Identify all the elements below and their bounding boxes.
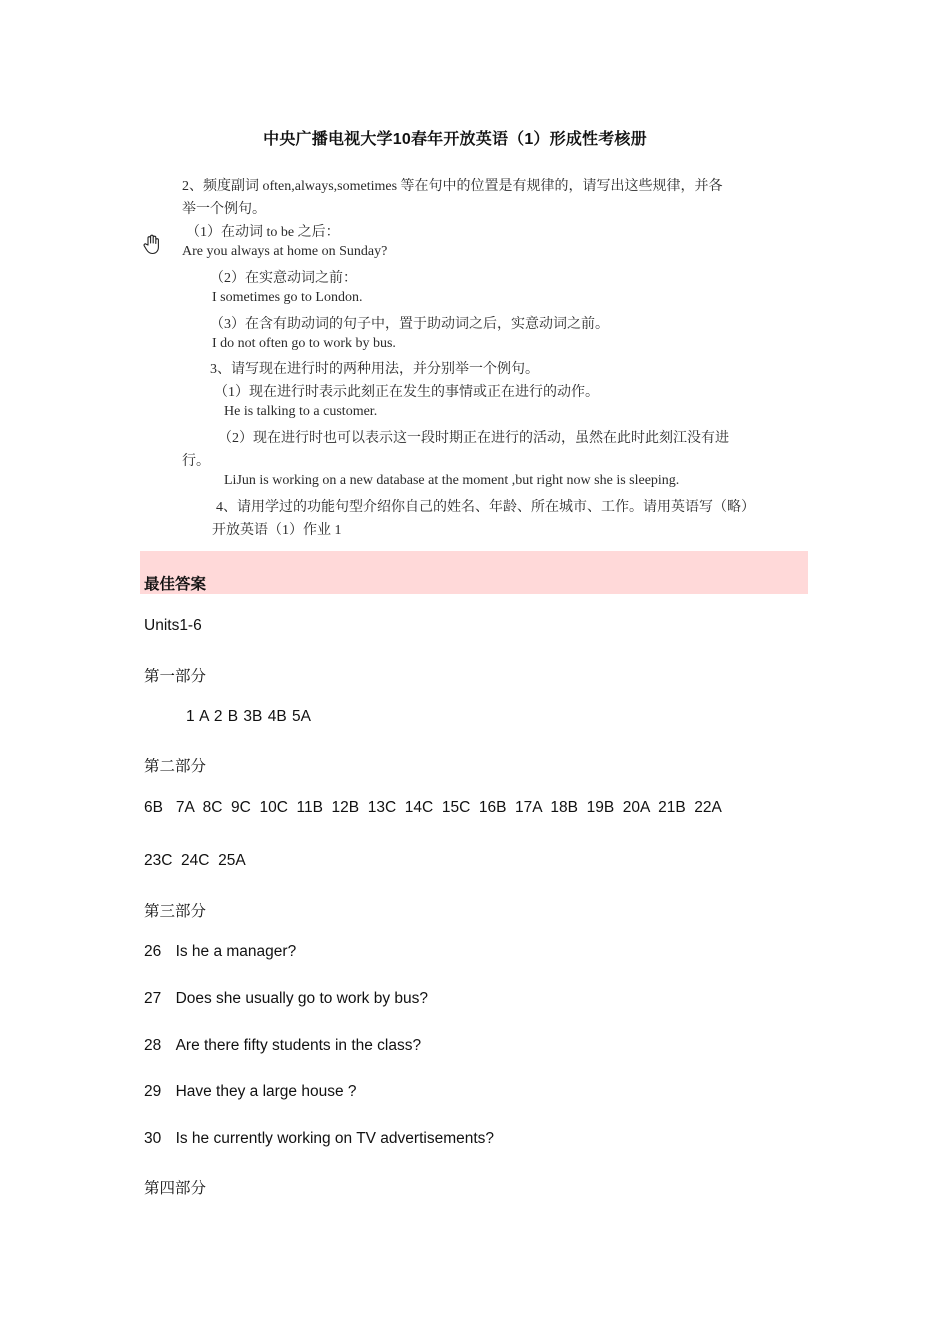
scan-line: （2）现在进行时也可以表示这一段时期正在进行的活动，虽然在此时此刻江没有进	[218, 431, 729, 446]
scan-line: （2）在实意动词之前：	[210, 271, 357, 286]
scan-line: （3）在含有助动词的句子中，置于助动词之后，实意动词之前。	[210, 317, 609, 332]
item-text: Does she usually go to work by bus?	[175, 990, 429, 1007]
part3-item	[144, 943, 296, 961]
scan-line: LiJun is working on a new database at the moment ,but right now she is sleeping.	[224, 473, 680, 488]
part3-heading: 第三部分	[144, 903, 207, 920]
scan-line: Are you always at home on Sunday?	[182, 244, 388, 259]
hand-pointer-icon	[142, 233, 162, 255]
item-text: Is he a manager?	[175, 943, 297, 960]
item-text: Have they a large house ?	[175, 1083, 357, 1100]
part1-answers: 1 A 2 B 3B 4B 5A	[186, 708, 311, 725]
scan-line: 2、频度副词 often,always,sometimes 等在句中的位置是有规律的，请写出这些规律，并各	[182, 179, 723, 194]
best-answer-banner	[140, 551, 808, 594]
item-text: Is he currently working on TV advertisements?	[175, 1130, 495, 1147]
item-number: 28	[144, 1037, 162, 1054]
page-title: 中央广播电视大学10春年开放英语（1）形成性考核册	[263, 131, 647, 148]
scan-line: I sometimes go to London.	[212, 290, 363, 305]
item-number: 26	[144, 943, 162, 960]
part2-heading: 第二部分	[144, 758, 207, 775]
item-text: Are there fifty students in the class?	[175, 1037, 422, 1054]
part4-heading: 第四部分	[144, 1180, 207, 1197]
scan-line: 行。	[182, 454, 210, 469]
item-number: 29	[144, 1083, 162, 1100]
item-number: 30	[144, 1130, 162, 1147]
scan-line: 开放英语（1）作业 1	[212, 523, 342, 538]
scan-line: （1）在动词 to be 之后：	[186, 225, 340, 240]
part3-item	[144, 1083, 357, 1101]
part3-item	[144, 990, 428, 1008]
scan-line: I do not often go to work by bus.	[212, 336, 396, 351]
best-answer-label: 最佳答案	[144, 576, 207, 593]
item-number: 27	[144, 990, 162, 1007]
scan-line: 4、请用学过的功能句型介绍你自己的姓名、年龄、所在城市、工作。请用英语写（略）	[216, 500, 755, 515]
part2-answers-line1: 6B 7A 8C 9C 10C 11B 12B 13C 14C 15C 16B 17A 18B 19B 20A 21B 22A	[144, 799, 722, 816]
units-heading: Units1-6	[144, 617, 202, 634]
scan-line: 举一个例句。	[182, 202, 266, 217]
scan-line: He is talking to a customer.	[224, 404, 378, 419]
scanned-question-image	[140, 166, 808, 552]
part3-item	[144, 1130, 494, 1148]
part2-answers-line2: 23C 24C 25A	[144, 852, 246, 869]
scan-line: 3、请写现在进行时的两种用法，并分别举一个例句。	[210, 362, 539, 377]
scan-line: （1）现在进行时表示此刻正在发生的事情或正在进行的动作。	[214, 385, 599, 400]
part1-heading: 第一部分	[144, 668, 207, 685]
part3-item	[144, 1037, 421, 1055]
